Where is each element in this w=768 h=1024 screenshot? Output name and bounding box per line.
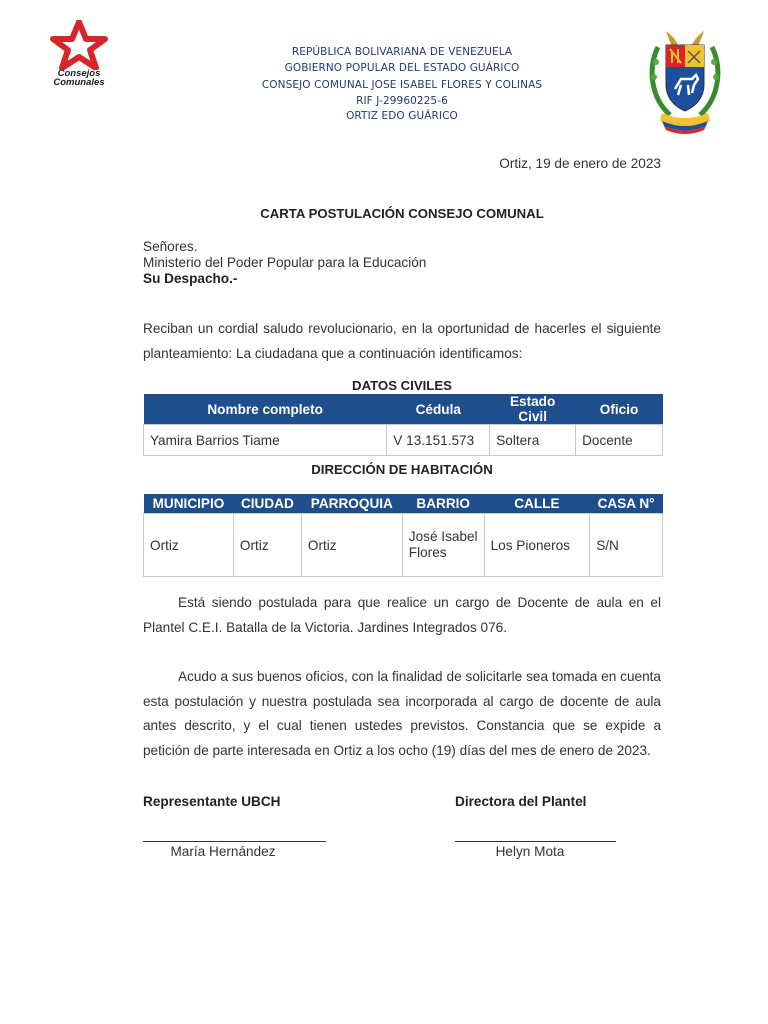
civil-header-cell: Oficio [576,394,663,425]
civil-header-cell: Nombre completo [144,394,387,425]
header-line-5: ORTIZ EDO GUÁRICO [346,110,458,122]
letter-title: CARTA POSTULACIÓN CONSEJO COMUNAL [260,206,544,221]
header-line-2: GOBIERNO POPULAR DEL ESTADO GUÁRICO [284,62,520,74]
address-header-cell: PARROQUIA [301,494,402,514]
address-data-row [144,514,663,577]
address-cell-ciudad: Ortiz [233,514,301,577]
signature-right-title: Directora del Plantel [455,794,587,809]
signature-line-right [455,841,616,842]
civil-cell-oficio: Docente [576,425,663,456]
recipient-greeting: Señores. [143,239,198,254]
intro-paragraph: Reciban un cordial saludo revolucionario, en la oportunidad de hacerles el siguiente planteamiento: La ciudadana que a continuación identificamos: [143,321,661,361]
address-cell-calle: Los Pioneros [484,514,590,577]
address-cell-parroquia: Ortiz [301,514,402,577]
postulation-paragraph: Está siendo postulada para que realice un cargo de Docente de aula en el Plantel C.E.I. Batalla de la Victoria. Jardines Integrados 076. [143,595,661,635]
header-line-3: CONSEJO COMUNAL JOSE ISABEL FLORES Y COLINAS [261,79,543,91]
coat-of-arms-emblem [648,27,722,137]
signature-right-name: Helyn Mota [495,844,565,859]
address-cell-municipio: Ortiz [144,514,234,577]
date-line: Ortiz, 19 de enero de 2023 [499,156,661,171]
civil-data-row [144,425,663,456]
logo-text-line1: Consejos [57,68,101,79]
address-heading: DIRECCIÓN DE HABITACIÓN [311,462,493,477]
civil-header-cell: Cédula [387,394,490,425]
civil-data-table [143,394,663,456]
signature-left-title: Representante UBCH [143,794,281,809]
civil-heading: DATOS CIVILES [352,378,452,393]
address-header-cell: MUNICIPIO [144,494,234,514]
civil-cell-cedula: V 13.151.573 [387,425,490,456]
recipient-despacho: Su Despacho.- [143,271,238,286]
address-header-row [144,494,663,514]
address-header-cell: CIUDAD [233,494,301,514]
recipient-ministry: Ministerio del Poder Popular para la Educación [143,255,427,270]
address-table [143,494,663,577]
header-line-4: RIF J-29960225-6 [356,95,448,107]
civil-header-cell: Estado Civil [490,394,576,425]
header-line-1: REPÚBLICA BOLIVARIANA DE VENEZUELA [291,46,513,58]
civil-cell-name: Yamira Barrios Tiame [144,425,387,456]
request-paragraph: Acudo a sus buenos oficios, con la finalidad de solicitarle sea tomada en cuenta esta postulación y nuestra postulada sea incorporada al cargo de docente de aula antes descrito, y el cual tienen ustedes previstos. Constancia que se expide a petición de parte interesada en Ortiz a los ocho (19) días del mes de enero de 2023. [143,669,661,758]
signature-left-name: María Hernández [170,844,276,859]
address-header-cell: BARRIO [402,494,484,514]
civil-cell-estado: Soltera [490,425,576,456]
address-header-cell: CASA N° [590,494,663,514]
logo-text-line2: Comunales [53,77,105,88]
address-cell-casa: S/N [590,514,663,577]
signature-line-left [143,841,326,842]
address-header-cell: CALLE [484,494,590,514]
civil-header-row [144,394,663,425]
address-cell-barrio: José Isabel Flores [402,514,484,577]
